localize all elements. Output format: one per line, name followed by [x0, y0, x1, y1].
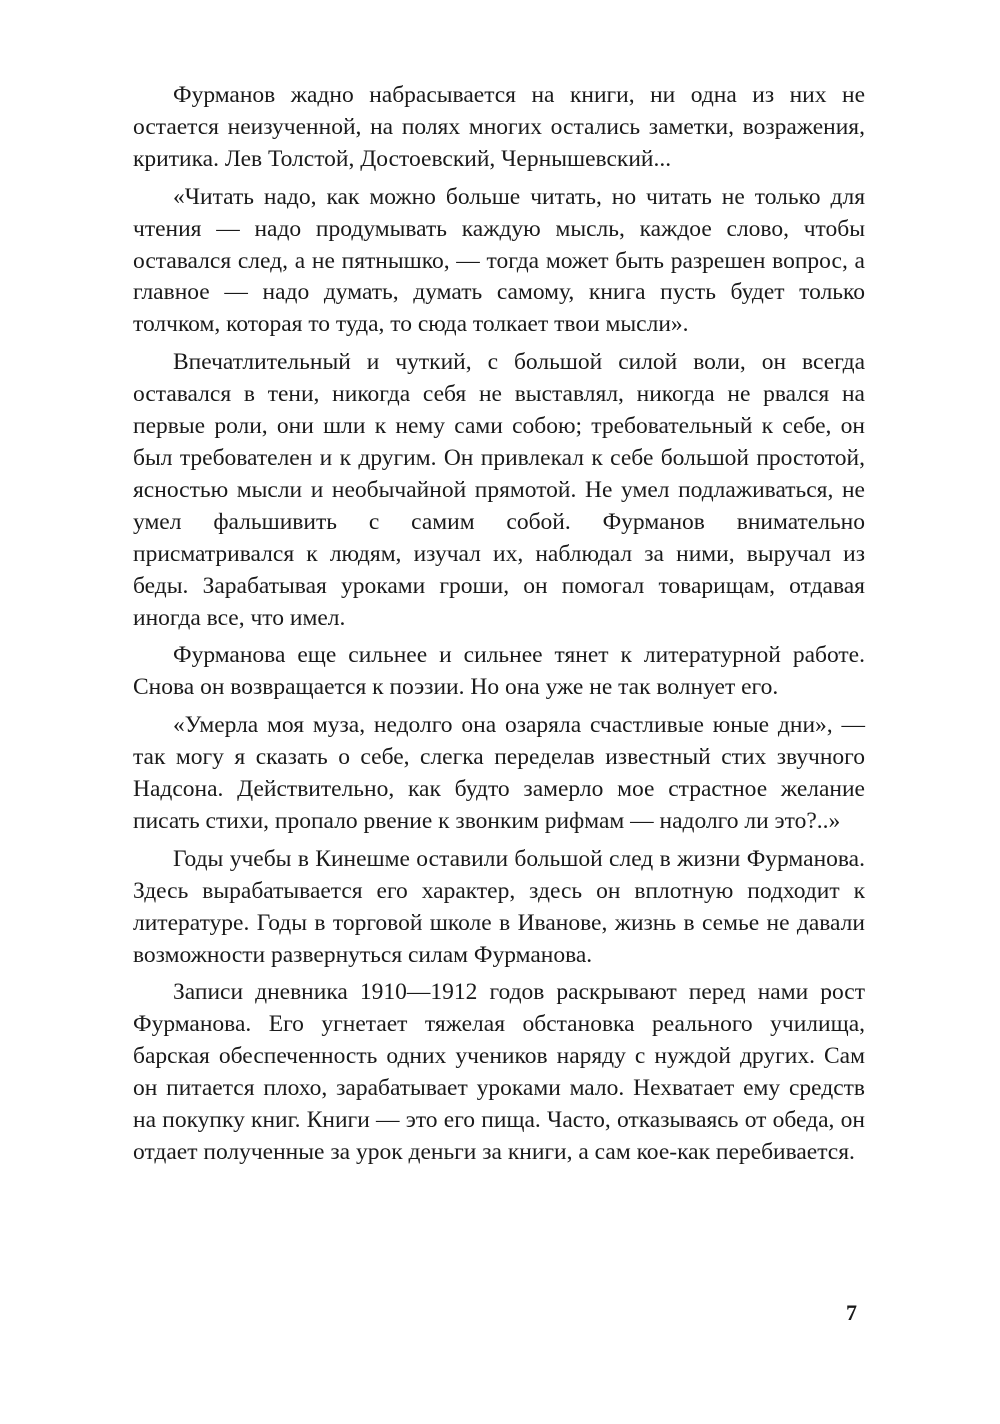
paragraph-4: Фурманова еще сильнее и сильнее тянет к литературной работе. Снова он возвращается к поэзии. Но она уже не так волнует его.	[133, 642, 865, 701]
paragraph-1: Фурманов жадно набрасывается на книги, ни одна из них не остается неизученной, на полях многих остались заметки, возражения, критика. Лев Толстой, Достоевский, Чернышевский...	[133, 82, 865, 172]
page-number: 7	[846, 1300, 857, 1325]
paragraph-5: «Умерла моя муза, недолго она озаряла счастливые юные дни», — так могу я сказать о себе, слегка переделав известный стих звучного Надсона. Действительно, как будто замерло мое страстное желание писать стихи, пропало рвение к звонким рифмам — надолго ли это?..»	[133, 712, 865, 834]
paragraph-6: Годы учебы в Кинешме оставили большой след в жизни Фурманова. Здесь вырабатывается его характер, здесь он вплотную подходит к литературе. Годы в торговой школе в Иванове, жизнь в семье не давали возможности развернуться силам Фурманова.	[133, 845, 865, 968]
paragraph-3: Впечатлительный и чуткий, с большой силой воли, он всегда оставался в тени, никогда себя не выставлял, никогда не рвался на первые роли, они шли к нему сами собою; требовательный к себе, он был требователен и к другим. Он привлекал к себе большой простотой, ясностью мысли и необычайной прямотой. Не умел подлаживаться, не умел фальшивить с самим собой. Фурманов внимательно присматривался к людям, изучал их, наблюдал за ними, выручал из беды. Зарабатывая уроками гроши, он помогал товарищам, отдавая иногда все, что имел.	[133, 349, 865, 631]
paragraph-7: Записи дневника 1910—1912 годов раскрывают перед нами рост Фурманова. Его угнетает тяжелая обстановка реального училища, барская обеспеченность одних учеников наряду с нуждой других. Сам он питается плохо, зарабатывает уроками мало. Нехватает ему средств на покупку книг. Книги — это его пища. Часто, отказываясь от обеда, он отдает полученные за урок деньги за книги, а сам кое-как перебивается.	[133, 979, 865, 1165]
paragraph-2: «Читать надо, как можно больше читать, но читать не только для чтения — надо продумывать каждую мысль, каждое слово, чтобы оставался след, а не пятнышко, — тогда может быть разрешен вопрос, а главное — надо думать, думать самому, книга пусть будет только толчком, которая то туда, то сюда толкает твои мысли».	[133, 183, 865, 338]
page-body	[133, 80, 865, 1169]
